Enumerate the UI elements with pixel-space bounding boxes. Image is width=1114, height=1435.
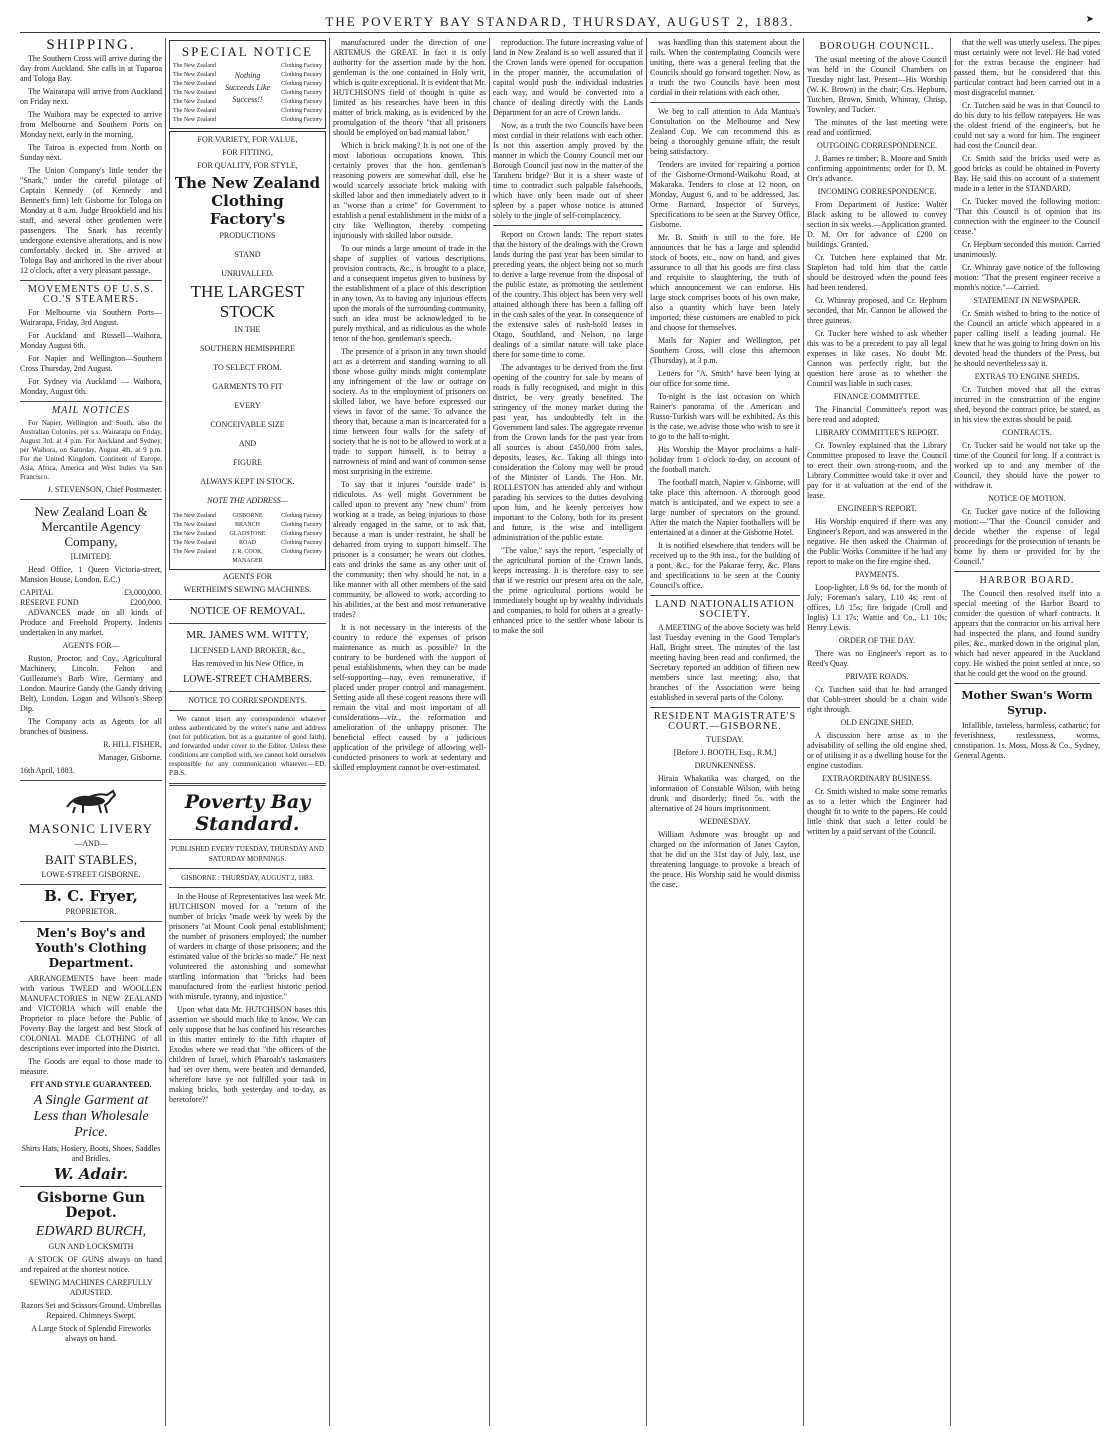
- column-rule: [803, 38, 804, 1426]
- branch-left: The New Zealand: [173, 540, 216, 546]
- incoming-paragraph: From Department of Justice: Walter Black asking to be allowed to convey section in six weeks.—Application granted. D. M. Orr for advance of £200 on buildings. Granted.: [807, 200, 947, 249]
- council-paragraph: Cr. Hepburn seconded this motion. Carried unanimously.: [954, 240, 1100, 259]
- swan-paragraph: Infallible, tasteless, harmless, cathartic; for feverishness, restlessness, worms, constipation. 1s. Moss, Moss & Co., Sydney, General Agents.: [954, 721, 1100, 760]
- news-paragraph: Mr. B. Smith is still to the fore. He announces that he has a large and splendid stock of boots, etc., now on hand, and gives assurance to all that his goods are first class and requisite to slaughtering, the truth of which announcement we can endorse. His large stock comprises boots of his own make, also a quantity which have been lately imported; these customers are enabled to pick and choose for themselves.: [650, 233, 800, 332]
- fisher-role: Manager, Gisborne.: [98, 753, 162, 762]
- cf-label: Clothing Factory: [281, 81, 323, 87]
- council-paragraph: Cr. Tutchen said he was in that Council to do his duty to his fellow ratepayers. He was the oldest friend of the engineer's, but he could not say a word for him. The engineer had cost the Council dear.: [954, 101, 1100, 150]
- agents-paragraph: The Company acts as Agents for all branches of business.: [20, 717, 162, 736]
- council-paragraph: Cr. Tucker moved the following motion: "That this Council is of opinion that its connection with the engineer to the Council cease.": [954, 197, 1100, 236]
- sewing: SEWING MACHINES CAREFULLY ADJUSTED.: [29, 1278, 153, 1297]
- borough-paragraph: The minutes of the last meeting were read and confirmed.: [807, 118, 947, 137]
- library-paragraph: Cr. Townley explained that the Library Committee proposed to leave the Council to erect their own strong-room, and the Library Committee would take it over and pay for it at valuation at the end of the lease.: [807, 441, 947, 500]
- contracts-heading: CONTRACTS.: [1002, 428, 1052, 437]
- cf-label: Clothing Factory: [281, 117, 323, 123]
- wednesday: WEDNESDAY.: [699, 817, 751, 826]
- capital-label: CAPITAL: [20, 588, 54, 597]
- engineer-heading: ENGINEER'S REPORT.: [837, 504, 917, 513]
- special-heading: SPECIAL NOTICE: [181, 44, 314, 59]
- news-paragraph: Tenders are invited for repairing a portion of the Gisborne-Ormond-Waikohu Road, at Makaraka. Tenders to close at 12 noon, on Monday, August 6, and to be addressed, Jas. Orme Barnard, Inspector of Surveys, Specifications to be seen at the Survey Office, Gisborne.: [650, 160, 800, 229]
- branch-right: Clothing Factory: [281, 540, 322, 546]
- news-paragraph: To-night is the last occasion on which Rainer's panorama of the American and Russo-Turkish wars will be exhibited. As this is the case, we advise those who wish to see it to go to the hall to-night.: [650, 392, 800, 441]
- note-address: NOTE THE ADDRESS—: [207, 496, 288, 505]
- payments-paragraph: Loop-lighter, L8 9s 6d, for the month of July; Foreman's salary, L10 4s; rent of offices, L8 15s; fire brigade (Croll and Inglis) L1 17s; Wattie and Co., L1 10s; Henry Lewis.: [807, 583, 947, 632]
- column-rule: [329, 38, 330, 1426]
- branch-right: Clothing Factory: [281, 522, 322, 528]
- adair: W. Adair.: [53, 1165, 129, 1183]
- order-paragraph: There was no Engineer's report as to Reed's Quay.: [807, 649, 947, 668]
- fit-style: FIT AND STYLE GUARANTEED.: [30, 1080, 152, 1089]
- news-paragraph: was handling than this statement about the rails. When the contemplating Councils were uniting, there was a general feeling that the Councils should go forward together. Now, as a truth the two Councils have been most cordial in their relations with each other.: [650, 38, 800, 97]
- council-paragraph: Cr. Whinray gave notice of the following motion: "That the present engineer receive a month's notice."—Carried.: [954, 263, 1100, 292]
- private-paragraph: Cr. Tutchen said that he had arranged that Cobb-street should be a chain wide right through.: [807, 685, 947, 714]
- southern-hemisphere: SOUTHERN HEMISPHERE: [200, 344, 295, 353]
- leader-paragraph: manufactured under the direction of one ARTEMUS the GREAT. In fact it is only authority for the assertion made by the hon. gentleman is the one contained in Holy writ, which is quite exceptional. It is evident that Mr. HUTCHISON'S field of thought is quite as limited as his researches have been in this matter of brick making, as is evidenced by the promulgation of the theory "that all prisoners should be employed on bad manual labor.": [333, 38, 486, 137]
- cf-label: Clothing Factory: [281, 90, 323, 96]
- shipping-paragraph: The Union Company's little tender the "Snark," under the careful pilotage of Captain Kennedy (of Kennedy and Bennett's firm) left Gisborne for Tologa on Monday at 8 a.m. Judge Brookfield and his staff, and several other gentlemen were passengers. The Snark has recently undergone extensive alterations, and is now comfortably decked in. She arrived at Tologa Bay and anchored in the river about 12 o'clock, after a very pleasant passage.: [20, 166, 162, 275]
- nz-label: The New Zealand: [173, 108, 216, 114]
- article-paragraph: reproduction. The future increasing value of land in New Zealand is so well assured that if the Crown lands were opened for occupation in the proper manner, the accumulation of capital would push the individual industries each way, and would be converted into a chance of dealing directly with the Lands Department for an acre of Crown lands.: [493, 38, 643, 117]
- witty: MR. JAMES WM. WITTY,: [186, 629, 309, 641]
- news-paragraph: The football match, Napier v. Gisborne, will take place this afternoon. A thorough good match is anticipated, and we expect to see a large number of spectators on the ground. After the match the Napier footballers will be entertained at a dinner at the Gisborne Hotel.: [650, 478, 800, 537]
- nz-label: The New Zealand: [173, 99, 216, 105]
- lowe-street: LOWE-STREET GISBORNE.: [41, 870, 141, 879]
- shipping-paragraph: The Wairarapa will arrive from Auckland on Friday next.: [20, 87, 162, 106]
- finance-heading: FINANCE COMMITTEE.: [833, 392, 921, 401]
- fisher-name: R. HILL FISHER,: [103, 740, 162, 749]
- extra-paragraph: Cr. Smith wished to make some remarks as to a letter which the Engineer had thought fit to write to the papers. He could little think that such a letter could be written by a paid servant of the Council.: [807, 787, 947, 836]
- gun-paragraph: A STOCK OF GUNS always on hand and repaired at the shortest notice.: [20, 1255, 162, 1274]
- leader-paragraph: In the House of Representatives last week Mr. HUTCHISON moved for a "return of the number of bricks "made week by week by the prisoners "at Mount Cook penal establishment; the number of prisoners employed; the number of warders in charge of those prisoners; and the estimated value of the bricks so made." He next volunteered the astonishing and somewhat startling information that "bricks had been manufactured from the earliest historic period with misrule, tyranny, and injustice.": [169, 892, 326, 1001]
- cf-label: Clothing Factory: [281, 99, 323, 105]
- column-1: [20, 38, 162, 1430]
- removed: Has removed to his New Office, in: [191, 659, 304, 668]
- horse-illustration: [20, 787, 162, 815]
- branch-left: The New Zealand: [173, 513, 216, 519]
- removal-heading: NOTICE OF REMOVAL.: [189, 605, 306, 617]
- special-notice-box: [169, 40, 326, 129]
- branch-mid: J. R. COOK, MANAGER: [232, 549, 263, 564]
- outgoing-heading: OUTGOING CORRESPONDENCE.: [816, 141, 937, 150]
- reserve-value: £200,000.: [130, 598, 162, 607]
- order-heading: ORDER OF THE DAY.: [838, 636, 916, 645]
- column-rule: [489, 38, 490, 1426]
- article-paragraph: Report on Crown lands: The report states that the history of the dealings with the Crown lands during the past year has been similar to preceding years, the object being not so much to derive a large revenue from the disposal of the public estate, as promoting the settlement of the country. This object has been very well attained although there has been a falling off in the cash sales of the year. In consequence of the extensive sales of rush-hold leases in Otago, Southland, and Nelson, no large dealings of a similar nature will take place there for some time to come.: [493, 230, 643, 359]
- contracts-paragraph: Cr. Tucker said he would not take up the time of the Council for long. If a contract is worked up to and any member of the Council, they should have the power to withdraw it.: [954, 441, 1100, 490]
- land-heading: LAND NATIONALISATION SOCIETY.: [655, 599, 795, 620]
- leader-paragraph: Which is brick making? It is not one of the most laborious occupations known. This certainly proves that the hon. gentleman's reasoning powers are somewhat dull, else he would scarcely associate brick making with skilled labor and then immediately advert to it as "worse than a crime" for Government to establish a penal establishment in the midst of a city like Wellington, thereby competing injuriously with skilled labor outside.: [333, 141, 486, 240]
- nzcf-heading: The New Zealand Clothing Factory's: [174, 174, 321, 228]
- nz-label: The New Zealand: [173, 63, 216, 69]
- article-paragraph: Now, as a truth the two Councils have been most cordial in their relations with each other. Is not this assertion amply proved by the manner in which the County Council met our Borough Council just now in the matter of the Taruheru bridge? But it is a sheer waste of time to contradict such palpable falsehoods, which have only been made out of sheer spleen by a paper whose notice is attuned solely to the jingle of self-complacency.: [493, 121, 643, 220]
- branch-left: The New Zealand: [173, 531, 216, 537]
- masthead-title: THE POVERTY BAY STANDARD, THURSDAY, AUGUST 2, 1883.: [325, 14, 795, 29]
- council-paragraph: Cr. Tucker here wished to ask whether this was to be a precedent to pay all legal expenses in like cases. No doubt Mr. Cannon was perfectly right, but the question here arose as to whether the Council was liable in such cases.: [807, 329, 947, 388]
- cf-label: Clothing Factory: [281, 63, 323, 69]
- leader-paragraph: It is not necessary in the interests of the country to reduce the expenses of prison maintenance as much as possible? In the contrary to be burdened with the support of penal establishments, when they can be made self-supporting—nay, even remunerative, if placed under proper control and management. Setting aside all these cogent reasons there will remain the vital and most important of all considerations—viz., the reformation and amelioration of the unhappy prisoner. The beneficial effect caused by a judicious application of the privilege of allowing well-conducted prisoners to work at sedentary and skilled employment cannot be over-estimated.: [333, 623, 486, 772]
- branch-right: Clothing Factory: [281, 549, 322, 555]
- cf-label: Clothing Factory: [281, 108, 323, 114]
- shipping-heading: SHIPPING.: [46, 38, 136, 53]
- proprietor: PROPRIETOR.: [65, 907, 117, 916]
- capital-row: [20, 588, 162, 598]
- statement-paragraph: Cr. Smith wished to bring to the notice of the Council an article which appeared in a paper calling itself a leading journal. He knew that he was going to bring down on his devoted head the thunders of the Press, but he should nevertheless say it.: [954, 309, 1100, 368]
- special-grid: [173, 62, 322, 125]
- borough-paragraph: The usual meeting of the above Council was held in the Council Chambers on Tuesday night last. Present—His Worship (W. K. Brown) in the chair; Crs. Hepburn, Tutchen, Brown, Smith, Whinray, Chrisp, Townley, and Tucker.: [807, 55, 947, 114]
- extras-paragraph: Cr. Tutchen moved that all the extras incurred in the construction of the engine shed, beyond the contract price, be stated, as in his view the extras should be paid.: [954, 385, 1100, 424]
- reserve-row: [20, 598, 162, 608]
- column-rule: [950, 38, 951, 1426]
- drunkenness: DRUNKENNESS.: [694, 761, 756, 770]
- correspondents-heading: NOTICE TO CORRESPONDENTS.: [188, 696, 307, 705]
- branch-mid: BRANCH: [234, 522, 260, 528]
- leader-paragraph: The presence of a prison in any town should act as a deterrent and standing warning to all those whose guilty minds might contemplate any infringement of the law or outrage on society. As to the employment of prisoners on skilled labor, we have before expressed our views in favor of the same. To advance the theory that, because a man is incarcerated for a time between four walls for the safety of society that he is not to be allowed to work at a trade to support himself, is to betray a narrowness of mind and want of common sense most surprising in the extreme.: [333, 347, 486, 476]
- movement-item: For Napier and Wellington—Southern Cross Thursday, 2nd August.: [20, 354, 162, 373]
- article-paragraph: The advantages to be derived from the first opening of the country for sale by means of roads is fully recognised, and might in this district, be very greatly benefited. The stringency of the money market during the past year, has undoubtedly felt in the Government land sales. The aggregate revenue from the Crown lands for the past year from all sources is about £450,000 from sales, deposits, leases, &c. Taking all things into consideration the Colony may well be proud of the Minister of Lands. The Hon. Mr. ROLLESTON has attended ably and without parading his services to the duties devolving upon him, and he keenly perceives how important to the Colony, both for its present and future, is the wise and intelligent administration of the public estate.: [493, 363, 643, 542]
- branch-grid: [173, 512, 322, 566]
- branch-right: Clothing Factory: [281, 513, 322, 519]
- gun-locksmith: GUN AND LOCKSMITH: [48, 1242, 134, 1251]
- standard-title: Poverty Bay Standard.: [184, 791, 311, 835]
- figure: FIGURE: [233, 458, 262, 467]
- column-3: [333, 38, 486, 1430]
- branch-left: The New Zealand: [173, 522, 216, 528]
- loan-heading: New Zealand Loan & Mercantile Agency Company,: [34, 504, 148, 549]
- fisher-date: 16th April, 1883.: [20, 766, 75, 775]
- extra-heading: EXTRAORDINARY BUSINESS.: [822, 774, 932, 783]
- shipping-paragraph: The Tairoa is expected from North on Sunday next.: [20, 143, 162, 162]
- and: AND: [238, 439, 257, 448]
- razors: Razors Set and Scissors Ground. Umbrellas Repaired. Chimneys Swept.: [21, 1301, 161, 1320]
- mens-paragraph: ARRANGEMENTS have been made with various TWEED and WOOLLEN MANUFACTORIES in NEW ZEALAND and VICTORIA which will enable the Proprietor to place before the Public of Poverty Bay the largest and best Stock of COLONIAL MADE CLOTHING of all descriptions ever imported into the District.: [20, 974, 162, 1053]
- burch: EDWARD BURCH,: [35, 1224, 147, 1239]
- resident-heading: RESIDENT MAGISTRATE'S COURT.—GISBORNE.: [653, 711, 797, 732]
- correspondents-paragraph: We cannot insert any correspondence whatever unless authenticated by the writer's name and address (not for publication, but as a guarantee of good faith), and forwarded under cover to the Editor. Unless these conditions are complied with, we cannot hold ourselves responsible for any communication whatever.—ED. P.B.S.: [169, 715, 326, 777]
- branch-left: The New Zealand: [173, 549, 216, 555]
- harbor-paragraph: The Council then resolved itself into a special meeting of the Harbor Board to consider the question of wharf contracts. It appears that the contractor on his arrival here had inspected the plans, and found sundry piles, &c., marked down in the original plan, which had never appeared in the Auckland copy. He wished the point settled at once, so that he could get the wood on the ground.: [954, 589, 1100, 678]
- shipping-paragraph: The Waihora may be expected to arrive from Melbourne and Southern Ports on Monday next, early in the morning.: [20, 110, 162, 139]
- loan-paragraph: ADVANCES made on all kinds of Produce and Freehold Property. Indents undertaken in any market.: [20, 608, 162, 637]
- column-rule: [165, 38, 166, 1426]
- motion-paragraph: Cr. Tucker gave notice of the following motion:—"That the Council consider and decide whether the expense of legal proceedings for the prosecution of tenants be borne by them or provided for by the Council.": [954, 507, 1100, 566]
- movements-heading: MOVEMENTS OF U.S.S. CO.'S STEAMERS.: [28, 284, 154, 305]
- agents-paragraph: Ruston, Proctor, and Coy., Agricultural Machinery, Lincoln. Felton and Guilleaume's Barb Wire, Germany and London. Maurice Gandy (the Gandy driving Belt), London. Logan and Wilson's Sheep Dip.: [20, 654, 162, 713]
- old-engine-heading: OLD ENGINE SHED.: [840, 718, 914, 727]
- agents-for: AGENTS FOR: [222, 572, 273, 581]
- branch-mid: GISBORNE: [232, 513, 263, 519]
- clothing-factory-ad: [169, 131, 326, 570]
- column-7: [954, 38, 1100, 1430]
- garments: GARMENTS TO FIT: [212, 382, 283, 391]
- incoming-heading: INCOMING CORRESPONDENCE.: [817, 187, 937, 196]
- news-paragraph: Mails for Napier and Wellington, per Southern Cross, will close this afternoon (Thursday), at 3 p.m.: [650, 336, 800, 365]
- news-paragraph: We beg to call attention to Ada Mantua's Consultation on the Melbourne and New Zealand Cup. We can recommend this as being a thoroughly genuine affair, the result being satisfactory.: [650, 107, 800, 156]
- leader-paragraph: Upon what data Mr. HUTCHISON bases this assertion we should much like to know. We can only suppose that he has confined his researches in this matter entirely to the fifth chapter of Exodus where we read that "the officers of the children of Israel, which Pharoah's taskmasters had set over them, were beaten and demanded, wherefore have ye not fulfilled your task in making bricks, both yesterday and to-day, as heretofore?": [169, 1005, 326, 1104]
- fitting: FOR FITTING,: [222, 148, 273, 157]
- quality: FOR QUALITY, FOR STYLE,: [197, 161, 298, 170]
- movement-item: For Auckland and Russell—Waihora, Monday August 6th.: [20, 331, 162, 350]
- column-5: [650, 38, 800, 1430]
- agents-heading: AGENTS FOR—: [62, 641, 120, 650]
- statement-heading: STATEMENT IN NEWSPAPER.: [973, 296, 1081, 305]
- payments-heading: PAYMENTS.: [855, 570, 899, 579]
- shipping-paragraph: The Southern Cross will arrive during the day from Auckland. She calls in at Tuparoa and Tologa Bay.: [20, 54, 162, 83]
- loan-sub: [LIMITED].: [70, 552, 112, 561]
- bait-heading: BAIT STABLES,: [45, 852, 137, 867]
- largest-stock: THE LARGEST STOCK: [190, 282, 305, 321]
- private-heading: PRIVATE ROADS.: [845, 672, 909, 681]
- and-text: —AND—: [74, 839, 108, 848]
- variety: FOR VARIETY, FOR VALUE,: [197, 135, 298, 144]
- branch-right: Clothing Factory: [281, 531, 322, 537]
- every: EVERY: [234, 401, 261, 410]
- movement-item: For Melbourne via Southern Ports—Wairarapa, Friday, 3rd August.: [20, 308, 162, 327]
- masonic-heading: MASONIC LIVERY: [28, 821, 154, 836]
- harbor-heading: HARBOR BOARD.: [979, 575, 1075, 586]
- swan-heading: Mother Swan's Worm Syrup.: [961, 689, 1093, 717]
- dateline: GISBORNE : THURSDAY, AUGUST 2, 1883.: [181, 874, 314, 882]
- shirts: Shirts Hats, Hosiery, Boots, Shoes, Saddles and Bridles.: [21, 1144, 161, 1163]
- mens-paragraph: The Goods are equal to those made to measure.: [20, 1057, 162, 1076]
- column-4: [493, 38, 643, 1430]
- masthead: [20, 12, 1100, 33]
- published: PUBLISHED EVERY TUESDAY, THURSDAY AND SATURDAY MORNINGS.: [171, 845, 324, 863]
- news-paragraph: Letters for "A. Smith" have been lying at our office for some time.: [650, 369, 800, 388]
- fryer-heading: B. C. Fryer,: [44, 887, 138, 905]
- before: [Before J. BOOTH, Esq., R.M.]: [673, 748, 777, 757]
- loan-office: Head Office, 1 Queen Victoria-street, Mansion House, London, E.C.): [20, 565, 162, 584]
- article-paragraph: "The value," says the report, "especially of the agricultural portion of the Crown lands, keeps increasing. It is therefore easy to see that if we restrict our present area on the sale, the prime agricultural portions would be immediately bought up by wealthy individuals and companies, to hold for others at a greatly-enhanced price to the settler whose labour is to make the soil: [493, 546, 643, 635]
- cf-label: Clothing Factory: [281, 72, 323, 78]
- extras-heading: EXTRAS TO ENGINE SHEDS.: [974, 372, 1080, 381]
- arrow-icon: ➤: [1085, 14, 1096, 25]
- newspaper-page: [20, 12, 1100, 1430]
- column-6: [807, 38, 947, 1430]
- outgoing-paragraph: J. Barnes re timber; R. Moore and Smith confirming appointments; order for D. M. Orr's advance.: [807, 154, 947, 183]
- unrivalled: UNRIVALLED.: [221, 269, 274, 278]
- mens-heading: Men's Boy's and Youth's Clothing Department.: [35, 926, 147, 970]
- column-rule: [646, 38, 647, 1426]
- lowe-chambers: LOWE-STREET CHAMBERS.: [183, 674, 312, 685]
- nz-label: The New Zealand: [173, 90, 216, 96]
- nz-label: The New Zealand: [173, 117, 216, 123]
- fireworks: A Large Stock of Splendid Fireworks always on hand.: [31, 1324, 151, 1343]
- gun-depot-heading: Gisborne Gun Depot.: [37, 1190, 145, 1221]
- motto: Nothing Succeeds Like Success!!: [224, 71, 271, 104]
- single-garment: A Single Garment at Less than Wholesale Price.: [33, 1093, 149, 1140]
- court-paragraph: Hiraia Whakatika was charged, on the information of Constable Wilson, with being drunk and disorderly; fined 5s. with the alternative of 24 hours imprisonment.: [650, 774, 800, 813]
- council-paragraph: that the well was utterly useless. The pipes must certainly were not level. He had voted for the extras because the engineer had passed them, but he considered that this particular contract had been carried out in a most disgraceful manner.: [954, 38, 1100, 97]
- branch-mid: GLADSTONE: [229, 531, 266, 537]
- licensed: LICENSED LAND BROKER, &c.,: [189, 646, 306, 655]
- motion-heading: NOTICE OF MOTION.: [988, 494, 1066, 503]
- mail-signature: J. STEVENSON, Chief Postmaster.: [47, 485, 162, 494]
- stand: STAND: [234, 250, 261, 259]
- nz-label: The New Zealand: [173, 81, 216, 87]
- borough-heading: BOROUGH COUNCIL.: [819, 41, 935, 52]
- wertheim: WERTHEIM'S SEWING MACHINES.: [183, 585, 312, 594]
- court-paragraph: William Ashmore was brought up and charged on the information of Janes Cayton, that he did on the 31st day of July, last, use threatening language to provoke a breach of the peace. His Worship said he would dismiss the case.: [650, 830, 800, 889]
- council-paragraph: Cr. Smith said the bricks used were as good bricks as could be obtained in Poverty Bay. He said this on account of a statement made in a letter in the STANDARD.: [954, 154, 1100, 193]
- conceivable: CONCEIVABLE SIZE: [210, 420, 285, 429]
- branch-mid: ROAD: [238, 540, 256, 546]
- council-paragraph: Cr. Whinray proposed, and Cr. Hepburn seconded, that Mr. Cannon be allowed the three guineas.: [807, 296, 947, 325]
- mail-heading: MAIL NOTICES: [51, 405, 131, 416]
- to-select: TO SELECT FROM.: [213, 363, 282, 372]
- in-the: IN THE: [234, 325, 261, 334]
- nz-label: The New Zealand: [173, 72, 216, 78]
- reserve-label: RESERVE FUND: [20, 598, 79, 607]
- mail-paragraph: For Napier, Wellington and South, also the Australian Colonies, per s.s. Wairarapa on Friday, August 3rd, at 4 p.m. For Auckland and Sydney, per Waihora, on Saturday, August 4th, at 9 p.m. For the United Kingdom, Continent of Europe, Asia, Africa, America and West Indies via San Francisco.: [20, 419, 162, 481]
- capital-value: £3,000,000.: [124, 588, 162, 597]
- finance-paragraph: The Financial Committee's report was here read and adopted.: [807, 405, 947, 424]
- news-paragraph: His Worship the Mayor proclaims a half-holiday from 1 o'clock to-day, on account of the football match.: [650, 445, 800, 474]
- land-paragraph: A MEETING of the above Society was held last Tuesday evening in the Good Templar's Hall, Bright street. The minutes of the last meeting having been read and confirmed, the Secretary reported an addition of fifteen new members since last meeting; also, that branches of the Association were being established in several parts of the Colony.: [650, 623, 800, 702]
- leader-paragraph: To our minds a large amount of trade in the shape of supplies of various descriptions, provision contracts, &c., is brought to a place, and a consequent impetus given to business by the establishment of a place of this description in any town. As to having any injurious effects upon the morals of the surrounding community, such an idea must be acknowledged to be purely mythical, and as ridiculous as the whole tenor of the hon. gentleman's speech.: [333, 244, 486, 343]
- engineer-paragraph: His Worship enquired if there was any Engineer's Report, and was answered in the negative. He then asked the Chairman of the Public Works Committee if he had any report to make on the fire engine shed.: [807, 517, 947, 566]
- productions: PRODUCTIONS: [219, 231, 276, 240]
- tuesday: TUESDAY.: [706, 735, 744, 744]
- leader-paragraph: To say that it injures "outside trade" is ridiculous. As well might Government be called upon to prevent any "new chum" from working at a trade, as being injurious to those already engaged in the same, or to ask that, because a man is under restraint, he shall be debarred from trying to support himself. The prisoner is a consumer; he wears out clothes, eats and drinks the same as any other unit of the community; then why should he not, in a like manner with all other members of the said community, be allowed to work, according to his abilities, at the best and most remunerative trades?: [333, 480, 486, 619]
- column-2: [169, 38, 326, 1430]
- news-paragraph: It is notified elsewhere that tenders will be received up to the 9th inst., for the building of a pont, &c., for the Pakarae ferry, &c. Plans and specifications to be seen at the County Council's office.: [650, 541, 800, 590]
- always-kept: ALWAYS KEPT IN STOCK.: [200, 477, 295, 486]
- old-engine-paragraph: A discussion here arose as to the advisability of selling the old engine shed, or of utilising it as a dwelling house for the engine custodian.: [807, 731, 947, 770]
- movement-item: For Sydney via Auckland — Waihora, Monday, August 6th.: [20, 377, 162, 396]
- council-paragraph: Cr. Tutchen here explained that Mr. Stapleton had told him that the cattle should be destroyed when the pound fees had been tendered.: [807, 253, 947, 292]
- library-heading: LIBRARY COMMITTEE'S REPORT.: [815, 428, 939, 437]
